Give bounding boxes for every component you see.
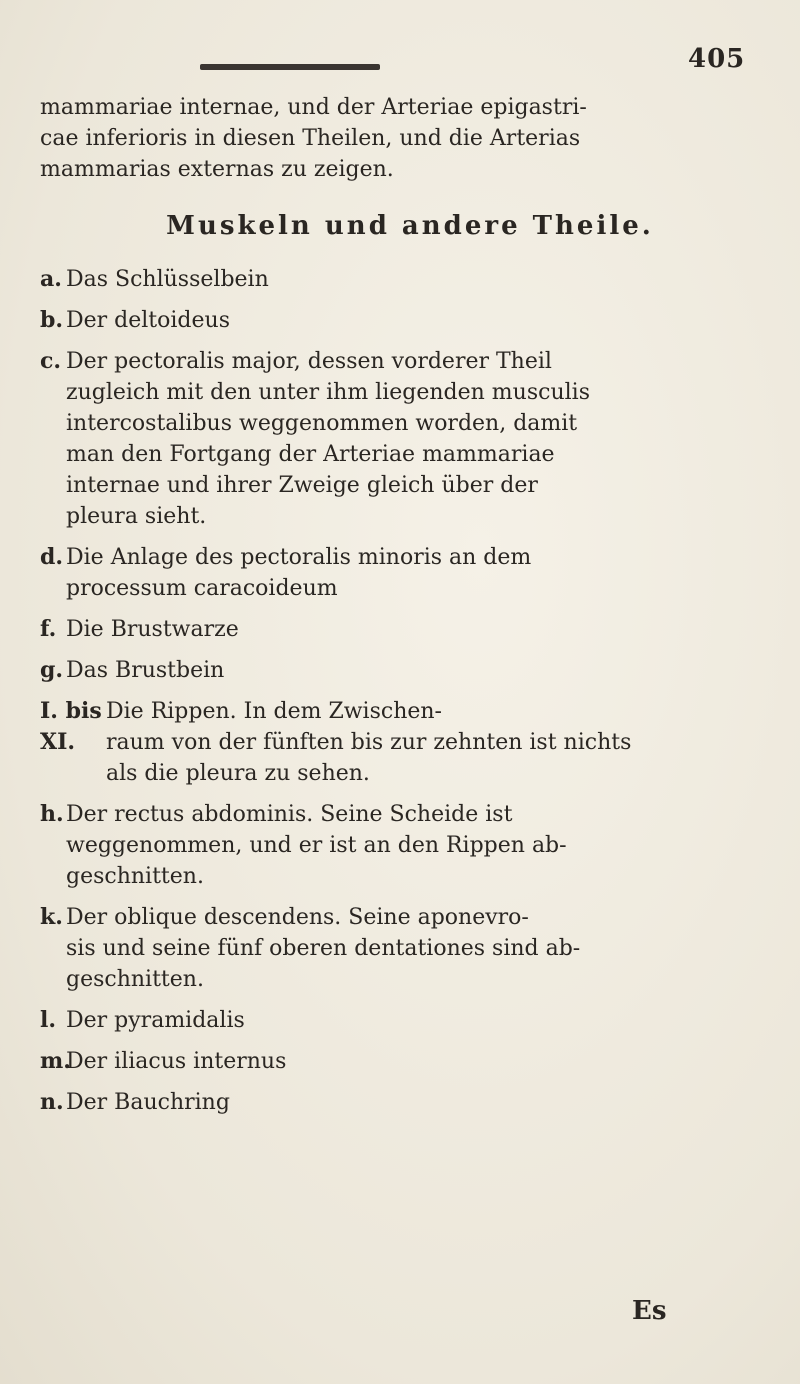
list-item xyxy=(40,305,780,336)
list-item xyxy=(40,902,780,995)
entry-line: Der Bauchring xyxy=(66,1090,230,1115)
entry-line: Der pyramidalis xyxy=(66,1008,245,1033)
entry-key: h. xyxy=(40,801,64,827)
entry-line: man den Fortgang der Arteriae mammariae xyxy=(66,442,555,467)
entry-key: a. xyxy=(40,266,62,292)
entry-line: Die Brustwarze xyxy=(66,617,239,642)
entry-list xyxy=(40,264,780,1118)
entry-key: l. xyxy=(40,1007,57,1033)
entry-line: Der deltoideus xyxy=(66,308,230,333)
intro-paragraph xyxy=(40,92,780,185)
entry-key: b. xyxy=(40,307,64,333)
entry-line: Der oblique descendens. Seine aponevro- xyxy=(66,905,529,930)
entry-line: pleura sieht. xyxy=(66,504,207,529)
entry-body xyxy=(66,1046,780,1077)
entry-key: d. xyxy=(40,544,64,570)
entry-body xyxy=(66,902,780,995)
list-item xyxy=(40,655,780,686)
entry-line: Das Schlüsselbein xyxy=(66,267,269,292)
entry-line: Der pectoralis major, dessen vorderer Theil xyxy=(66,349,552,374)
intro-line: mammarias externas zu zeigen. xyxy=(40,157,394,182)
entry-body xyxy=(106,696,780,789)
entry-line: zugleich mit den unter ihm liegenden musculis xyxy=(66,380,590,405)
entry-line: Der rectus abdominis. Seine Scheide ist xyxy=(66,802,513,827)
list-item xyxy=(40,542,780,604)
entry-line: weggenommen, und er ist an den Rippen ab- xyxy=(66,833,567,858)
entry-line: Die Rippen. In dem Zwischen- xyxy=(106,699,442,724)
list-item xyxy=(40,1005,780,1036)
catchword: Es xyxy=(632,1296,667,1326)
list-item xyxy=(40,696,780,789)
entry-line: Das Brustbein xyxy=(66,658,225,683)
entry-key: c. xyxy=(40,348,62,374)
entry-line: als die pleura zu sehen. xyxy=(106,761,370,786)
entry-line: internae und ihrer Zweige gleich über der xyxy=(66,473,538,498)
list-item xyxy=(40,614,780,645)
page-number: 405 xyxy=(688,44,746,74)
entry-line: processum caracoideum xyxy=(66,576,338,601)
list-item xyxy=(40,1046,780,1077)
entry-body xyxy=(66,346,780,532)
entry-body xyxy=(66,1087,780,1118)
entry-key: f. xyxy=(40,616,57,642)
header-rule xyxy=(200,64,380,70)
entry-body xyxy=(66,305,780,336)
list-item xyxy=(40,346,780,532)
list-item xyxy=(40,1087,780,1118)
entry-line: Der iliacus internus xyxy=(66,1049,287,1074)
entry-line: intercostalibus weggenommen worden, damit xyxy=(66,411,578,436)
entry-body xyxy=(66,799,780,892)
list-item xyxy=(40,264,780,295)
entry-key: n. xyxy=(40,1089,64,1115)
entry-key: I. bis XI. xyxy=(40,698,102,755)
entry-body xyxy=(66,264,780,295)
entry-body xyxy=(66,655,780,686)
entry-line: geschnitten. xyxy=(66,864,204,889)
entry-key: k. xyxy=(40,904,63,930)
page-text xyxy=(40,92,780,1128)
intro-line: mammariae internae, und der Arteriae epigastri- xyxy=(40,95,587,120)
entry-line: sis und seine fünf oberen dentationes sind ab- xyxy=(66,936,581,961)
list-item xyxy=(40,799,780,892)
entry-line: Die Anlage des pectoralis minoris an dem xyxy=(66,545,532,570)
entry-body xyxy=(66,542,780,604)
entry-body xyxy=(66,1005,780,1036)
entry-body xyxy=(66,614,780,645)
entry-key: g. xyxy=(40,657,64,683)
intro-line: cae inferioris in diesen Theilen, und die Arterias xyxy=(40,126,581,151)
entry-line: raum von der fünften bis zur zehnten ist nichts xyxy=(106,730,632,755)
section-heading: Muskeln und andere Theile. xyxy=(166,211,654,241)
entry-key: m. xyxy=(40,1048,71,1074)
entry-line: geschnitten. xyxy=(66,967,204,992)
